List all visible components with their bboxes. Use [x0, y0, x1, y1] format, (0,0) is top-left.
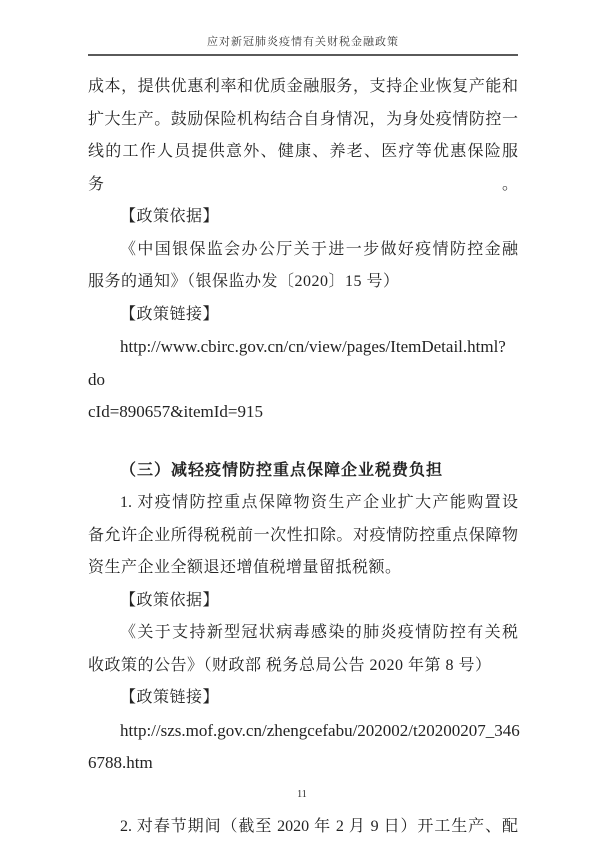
section-heading: （三）减轻疫情防控重点保障企业税费负担	[120, 461, 444, 479]
url-line: cId=890657&itemId=915	[88, 402, 263, 421]
text-line: 2. 对春节期间（截至 2020 年 2 月 9 日）开工生产、配	[120, 817, 518, 835]
text-line: 【政策依据】	[120, 208, 220, 225]
text-line: 成本，提供优惠利率和优质金融服务，支持企业恢复产能和	[88, 78, 518, 95]
url-line: http://www.cbirc.gov.cn/cn/view/pages/ItemDetail.html?do	[88, 337, 506, 389]
text-line: 收政策的公告》（财政部 税务总局公告 2020 年第 8 号）	[88, 656, 492, 674]
text-line: 《关于支持新型冠状病毒感染的肺炎疫情防控有关税	[120, 624, 518, 641]
text-line: 《中国银保监会办公厅关于进一步做好疫情防控金融	[120, 240, 518, 258]
page-number: 11	[297, 789, 307, 800]
text-line: 线的工作人员提供意外、健康、养老、医疗等优惠保险服务。	[88, 143, 518, 193]
text-line: 【政策链接】	[120, 689, 220, 706]
text-line: 资生产企业全额退还增值税增量留抵税额。	[88, 559, 402, 576]
page-header	[88, 0, 518, 56]
text-line: 【政策依据】	[120, 591, 220, 609]
document-body	[88, 71, 518, 843]
url-line: 6788.htm	[88, 753, 153, 772]
text-line: 1. 对疫情防控重点保障物资生产企业扩大产能购置设	[120, 494, 518, 511]
text-line: 服务的通知》（银保监办发〔2020〕15 号）	[88, 273, 400, 290]
text-line: 备允许企业所得税税前一次性扣除。对疫情防控重点保障物	[88, 526, 518, 544]
url-line: http://szs.mof.gov.cn/zhengcefabu/202002/t20200207_346	[120, 720, 520, 740]
text-line: 扩大生产。鼓励保险机构结合自身情况，为身处疫情防控一	[88, 110, 518, 128]
text-line: 【政策链接】	[120, 305, 220, 323]
header-title: 应对新冠肺炎疫情有关财税金融政策	[207, 36, 399, 48]
